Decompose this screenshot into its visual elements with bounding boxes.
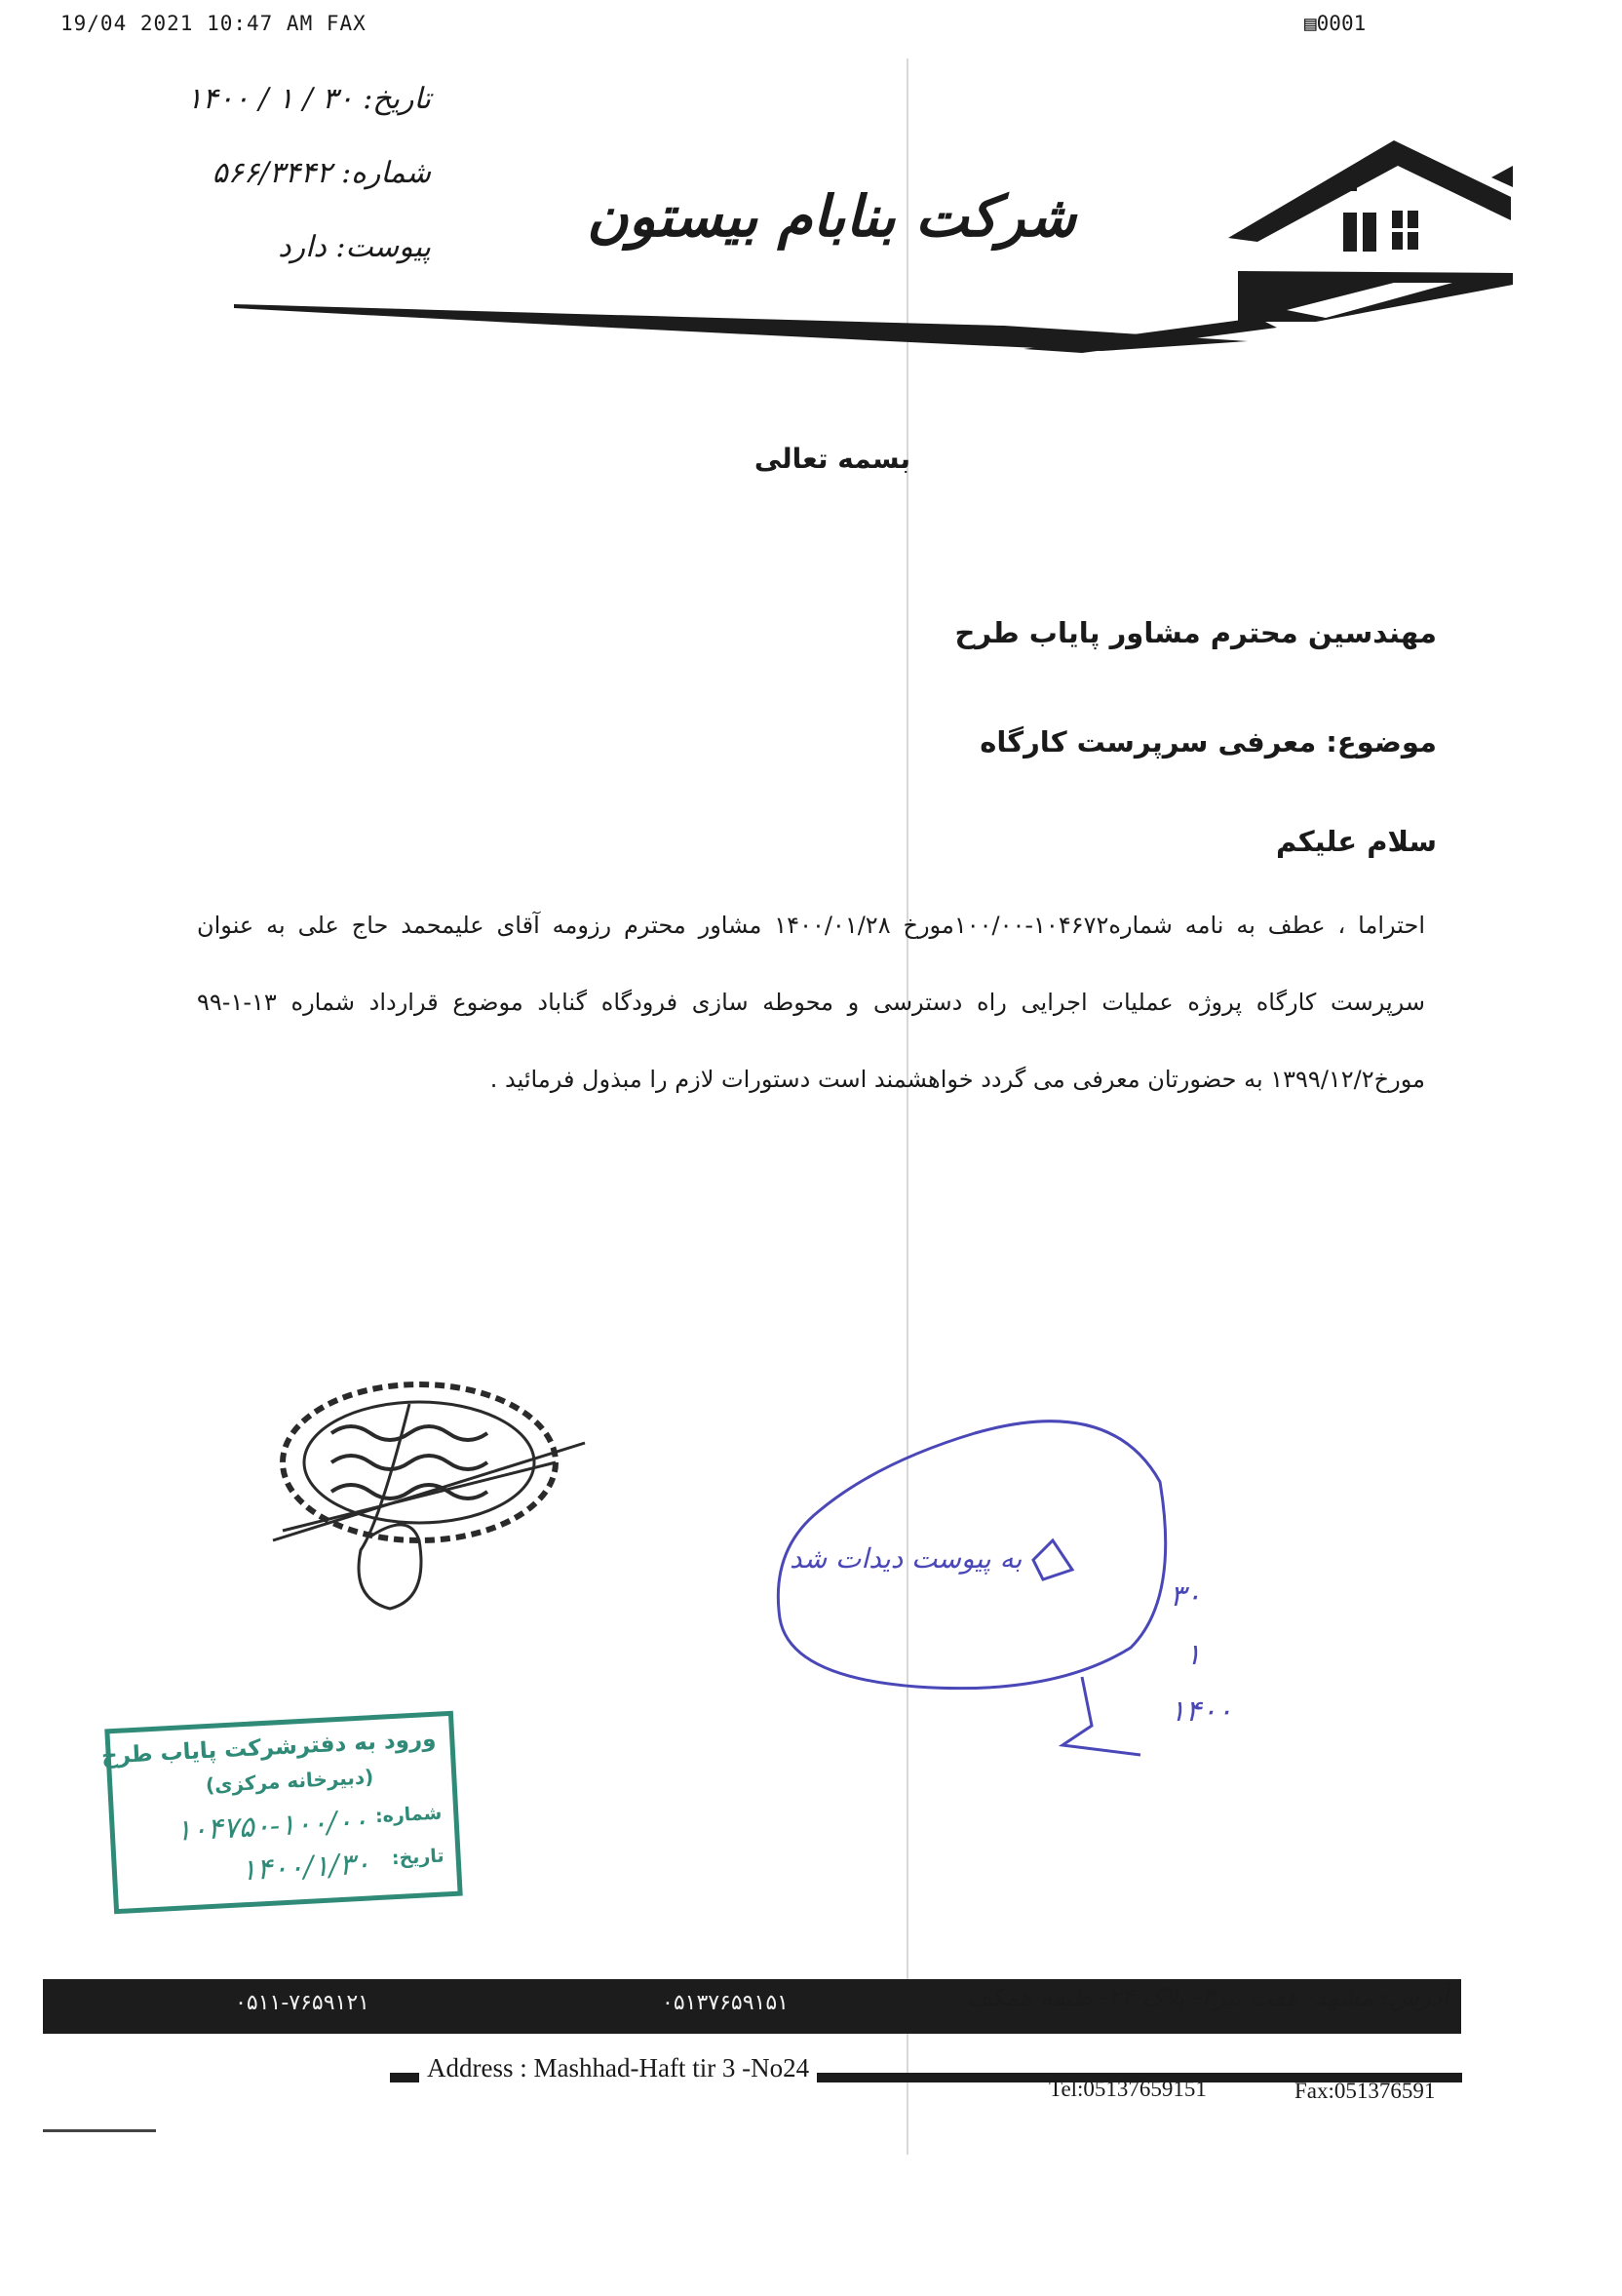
- page-icon: ▤: [1304, 12, 1317, 35]
- footer-address-fa: آدرس: مشهد- هفت تیر۳- پلاک ۲۴- طبقه همکف: [966, 1983, 1448, 2011]
- bottom-rule: [43, 2129, 156, 2132]
- footer-tel: Tel:05137659151: [1049, 2077, 1207, 2101]
- fax-timestamp: 19/04 2021 10:47 AM FAX: [60, 12, 367, 35]
- stamp-date-value: ۱۴۰۰/۱/۳۰: [240, 1847, 371, 1888]
- fax-page-number: [1304, 12, 1366, 35]
- date-value: ۳۰ / ۱ / ۱۴۰۰: [186, 82, 354, 116]
- number-label: شماره:: [341, 156, 431, 190]
- date-label: تاریخ:: [363, 82, 431, 116]
- stamp-number-value: ۱۰۴۷۵۰-۱۰۰/۰۰: [174, 1804, 369, 1848]
- page-number-value: 0001: [1316, 12, 1367, 35]
- footer-band-phone-left: ۰۵۱۱-۷۶۵۹۱۲۱: [235, 1991, 369, 2015]
- stamp-subtitle: (دبیرخانه مرکزی): [205, 1765, 374, 1798]
- letterhead-graphics: [224, 127, 1530, 361]
- stamp-date-label: تاریخ:: [391, 1845, 445, 1870]
- signature-icon: [273, 1404, 585, 1609]
- letter-body: احتراما ، عطف به نامه شماره۱۰۴۶۷۲-۱۰۰/۰۰مورخ ۱۴۰۰/۰۱/۲۸ مشاور محترم رزومه آقای علیمحمد حاج علی به عنوان سرپرست کارگاه پروژه عملیات اجرایی راه دسترسی و محوطه سازی فرودگاه گناباد موضوع قرارداد شماره ۱۳-۱-۹۹ مورخ۱۳۹۹/۱۲/۲ به حضورتان معرفی می گردد خواهشمند است دستورات لازم را مبذول فرمائید .: [197, 912, 1425, 1093]
- stamp-number-label: شماره:: [374, 1802, 443, 1828]
- stamp-title: ورود به دفترشرکت پایاب طرح: [100, 1726, 437, 1770]
- attachment-value: دارد: [278, 230, 327, 264]
- annotation-date-year: ۱۴۰۰: [1170, 1694, 1233, 1729]
- meta-date: [186, 82, 431, 116]
- receipt-stamp: [100, 1711, 462, 1914]
- addressee: مهندسین محترم مشاور پایاب طرح: [954, 616, 1437, 649]
- footer-address-en: Address : Mashhad-Haft tir 3 -No24: [419, 2053, 817, 2083]
- annotation-date-day: ۳۰: [1170, 1579, 1202, 1614]
- footer-band-phone-mid: ۰۵۱۳۷۶۵۹۱۵۱: [662, 1991, 789, 2015]
- company-seal-icon: [283, 1384, 556, 1540]
- basmala: بسمه تعالی: [753, 443, 910, 475]
- footer-fax: Fax:051376591: [1294, 2079, 1436, 2103]
- number-value: ۵۶۶/۳۴۴۲: [212, 156, 332, 190]
- annotation-date-month: ۱: [1185, 1638, 1202, 1672]
- annotation-scribble-icon: [778, 1421, 1165, 1755]
- annotation-text: به پیوست دیدات شد: [790, 1542, 1023, 1575]
- house-logo-icon: [1228, 140, 1513, 322]
- greeting: سلام علیکم: [1276, 825, 1437, 858]
- company-seal: [263, 1345, 595, 1628]
- subject-line: موضوع: معرفی سرپرست کارگاه: [980, 725, 1437, 759]
- company-name: شرکت بنابام بیستون: [586, 183, 1076, 250]
- attachment-label: پیوست:: [335, 230, 431, 264]
